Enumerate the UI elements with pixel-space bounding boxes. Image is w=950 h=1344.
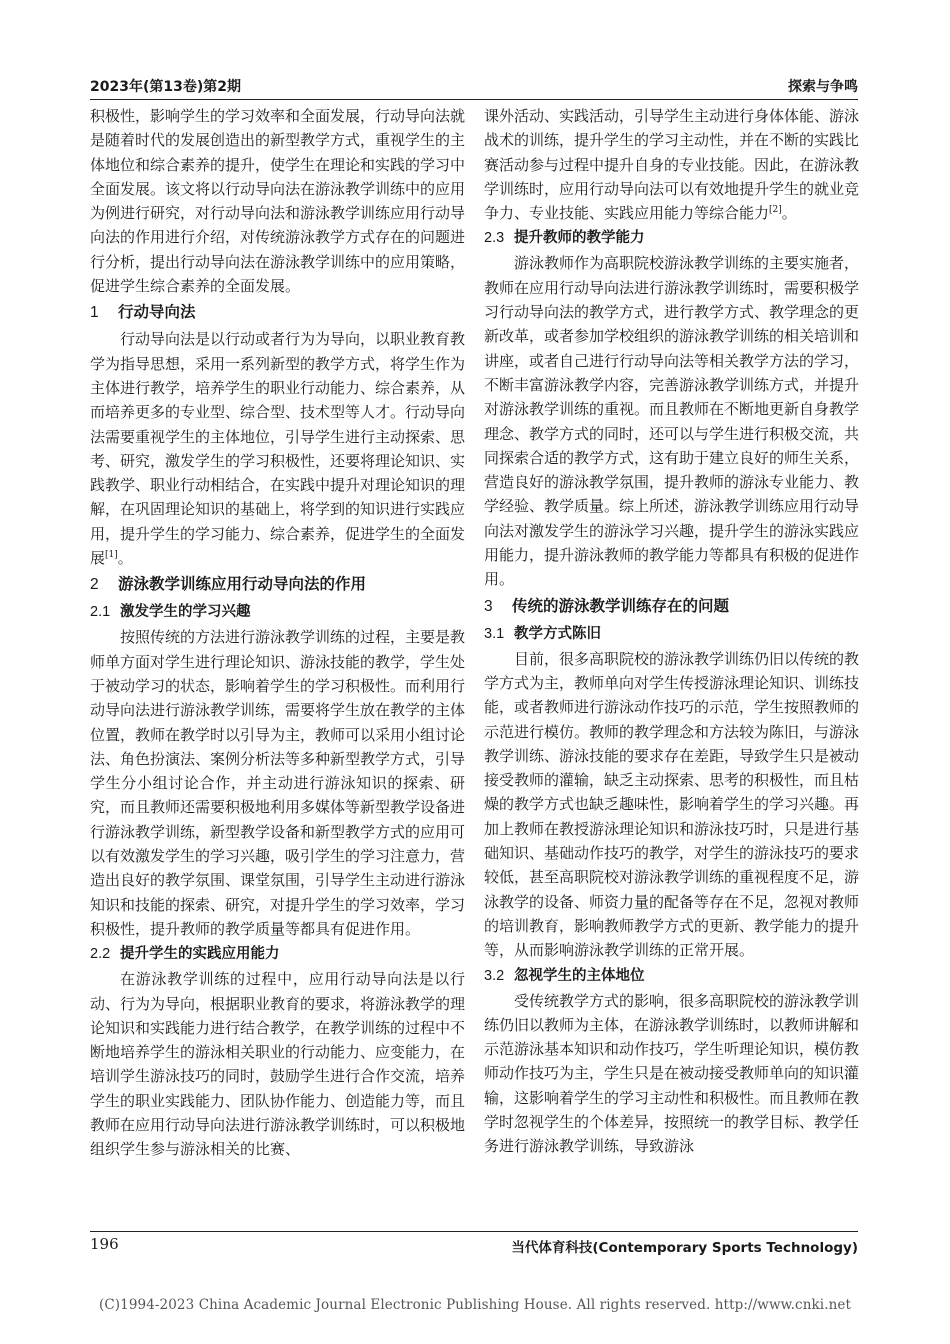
subsection-number: 3.1 bbox=[484, 625, 505, 642]
citation-ref[interactable]: [1] bbox=[105, 550, 118, 561]
subsection-2-2-heading bbox=[90, 941, 465, 967]
citation-ref[interactable]: [2] bbox=[769, 205, 782, 216]
subsection-number: 3.2 bbox=[484, 967, 505, 984]
section-label: 探索与争鸣 bbox=[788, 79, 858, 95]
section-1-paragraph bbox=[90, 327, 465, 570]
subsection-number: 2.2 bbox=[90, 946, 111, 963]
subsection-title: 忽视学生的主体地位 bbox=[514, 967, 645, 984]
subsection-title: 激发学生的学习兴趣 bbox=[120, 604, 251, 621]
subsection-title: 提升学生的实践应用能力 bbox=[120, 946, 280, 963]
section-number: 1 bbox=[90, 304, 99, 322]
section-number: 2 bbox=[90, 576, 99, 594]
copyright-notice: (C)1994-2023 China Academic Journal Electronic Publishing House. All rights reserved. http://www.cnki.net bbox=[98, 1297, 852, 1313]
subsection-2-1-heading bbox=[90, 599, 465, 625]
subsection-3-1-paragraph: 目前，很多高职院校的游泳教学训练仍旧以传统的教学方式为主，教师单向对学生传授游泳理论知识、训练技能，或者教师进行游泳动作技巧的示范，学生按照教师的示范进行模仿。教师的教学理念和方法较为陈旧，与游泳教学训练、游泳技能的要求存在差距，导致学生只是被动接受教师的灌输，缺乏主动探索、思考的积极性，而且枯燥的教学方式也缺乏趣味性，影响着学生的学习兴趣。再加上教师在教授游泳理论知识和游泳技巧时，只是进行基础知识、基础动作技巧的教学，对学生的游泳技巧的要求较低，甚至高职院校对游泳教学训练的重视程度不足，游泳教学的设备、师资力量的配备等存在不足，忽视对教师的培训教育，影响教师教学方式的更新、教学能力的提升等，从而影响游泳教学训练的正常开展。 bbox=[484, 649, 859, 960]
section-title: 行动导向法 bbox=[118, 303, 196, 322]
section-2-heading bbox=[90, 570, 465, 599]
subsection-title: 提升教师的教学能力 bbox=[514, 230, 645, 247]
right-column bbox=[484, 104, 859, 1226]
running-header bbox=[90, 76, 858, 98]
header-rule bbox=[90, 99, 858, 100]
footer-rule bbox=[90, 1231, 858, 1232]
subsection-2-3-paragraph: 游泳教师作为高职院校游泳教学训练的主要实施者，教师在应用行动导向法进行游泳教学训练时，需要积极学习行动导向法的教学方式，进行教学方式、教学理念的更新改革，或者参加学校组织的游泳教学训练的相关培训和讲座，或者自己进行行动导向法等相关教学方法的学习，不断丰富游泳教学内容，完善游泳教学训练方式，并提升对游泳教学训练的重视。而且教师在不断地更新自身教学理念、教学方式的同时，还可以与学生进行积极交流，共同探索合适的教学方式，这有助于建立良好的师生关系，营造良好的游泳教学氛围，提升教师的游泳专业能力、教学经验、教学质量。综上所述，游泳教学训练应用行动导向法对激发学生的游泳学习兴趣，提升学生的游泳实践应用能力，提升游泳教师的教学能力等都具有积极的促进作用。 bbox=[484, 254, 859, 589]
paragraph-end: 。 bbox=[781, 204, 797, 223]
section-3-heading bbox=[484, 592, 859, 621]
subsection-title: 教学方式陈旧 bbox=[514, 625, 601, 642]
page-number: 196 bbox=[90, 1235, 119, 1253]
section-title: 游泳教学训练应用行动导向法的作用 bbox=[118, 575, 367, 594]
continued-paragraph bbox=[484, 104, 859, 225]
issue-label: 2023年(第13卷)第2期 bbox=[90, 79, 241, 95]
subsection-number: 2.1 bbox=[90, 604, 111, 621]
paragraph-text: 行动导向法是以行动或者行为为导向，以职业教育教学为指导思想，采用一系列新型的教学方式，将学生作为主体进行教学，培养学生的职业行动能力、综合素养，从而培养更多的专业型、综合型、技术型等人才。行动导向法需要重视学生的主体地位，引导学生进行主动探索、思考、研究，激发学生的学习积极性，还要将理论知识、实践教学、职业行动相结合，在实践中提升对理论知识的理解，在巩固理论知识的基础上，将学到的知识进行实践应用，提升学生的学习能力、综合素养，促进学生的全面发展 bbox=[90, 330, 465, 568]
paragraph-end: 。 bbox=[117, 549, 133, 568]
subsection-3-1-heading bbox=[484, 621, 859, 647]
subsection-2-1-paragraph: 按照传统的方法进行游泳教学训练的过程，主要是教师单方面对学生进行理论知识、游泳技能的教学，学生处于被动学习的状态，影响着学生的学习积极性。而利用行动导向法进行游泳教学训练，需要将学生放在教学的主体位置，教师在教学时以引导为主，教师可以采用小组讨论法、角色扮演法、案例分析法等多种新型教学方式，引导学生分小组讨论合作，并主动进行游泳知识的探索、研究，而且教师还需要积极地利用多媒体等新型教学设备进行游泳教学训练，新型教学设备和新型教学方式的应用可以有效激发学生的学习兴趣，吸引学生的学习注意力，营造出良好的教学氛围、课堂氛围，引导学生主动进行游泳知识和技能的探索、研究，对提升学生的学习效率，学习积极性，提升教师的教学质量等都具有促进作用。 bbox=[90, 628, 465, 938]
subsection-3-2-paragraph: 受传统教学方式的影响，很多高职院校的游泳教学训练仍旧以教师为主体，在游泳教学训练时，以教师讲解和示范游泳基本知识和动作技巧，学生听理论知识，模仿教师动作技巧为主，学生只是在被动接受教师单向的知识灌输，这影响着学生的学习主动性和积极性。而且教师在教学时忽视学生的个体差异，按照统一的教学目标、教学任务进行游泳教学训练，导致游泳 bbox=[484, 991, 859, 1156]
subsection-3-2-heading bbox=[484, 963, 859, 989]
subsection-2-2-paragraph: 在游泳教学训练的过程中，应用行动导向法是以行动、行为为导向，根据职业教育的要求，将游泳教学的理论知识和实践能力进行结合教学，在教学训练的过程中不断地培养学生的游泳相关职业的行动能力、应变能力，在培训学生游泳技巧的同时，鼓励学生进行合作交流，培养学生的职业实践能力、团队协作能力、创造能力等，而且教师在应用行动导向法进行游泳教学训练时，可以积极地组织学生参与游泳相关的比赛、 bbox=[90, 970, 465, 1159]
subsection-number: 2.3 bbox=[484, 230, 505, 247]
intro-paragraph: 积极性，影响学生的学习效率和全面发展，行动导向法就是随着时代的发展创造出的新型教学方式，重视学生的主体地位和综合素养的提升，使学生在理论和实践的学习中全面发展。该文将以行动导向法在游泳教学训练中的应用为例进行研究，对行动导向法和游泳教学训练应用行动导向法的作用进行介绍，对传统游泳教学方式存在的问题进行分析，提出行动导向法在游泳教学训练中的应用策略，促进学生综合素养的全面发展。 bbox=[90, 107, 465, 296]
section-number: 3 bbox=[484, 597, 493, 615]
section-title: 传统的游泳教学训练存在的问题 bbox=[512, 596, 730, 615]
running-footer bbox=[90, 1235, 858, 1257]
paragraph-text: 课外活动、实践活动，引导学生主动进行身体体能、游泳战术的训练，提升学生的学习主动性，并在不断的实践比赛活动参与过程中提升自身的专业技能。因此，在游泳教学训练时，应用行动导向法可以有效地提升学生的就业竞争力、专业技能、实践应用能力等综合能力 bbox=[484, 107, 859, 223]
journal-name: 当代体育科技(Contemporary Sports Technology) bbox=[511, 1240, 858, 1256]
left-column bbox=[90, 104, 465, 1226]
section-1-heading bbox=[90, 298, 465, 327]
subsection-2-3-heading bbox=[484, 225, 859, 251]
